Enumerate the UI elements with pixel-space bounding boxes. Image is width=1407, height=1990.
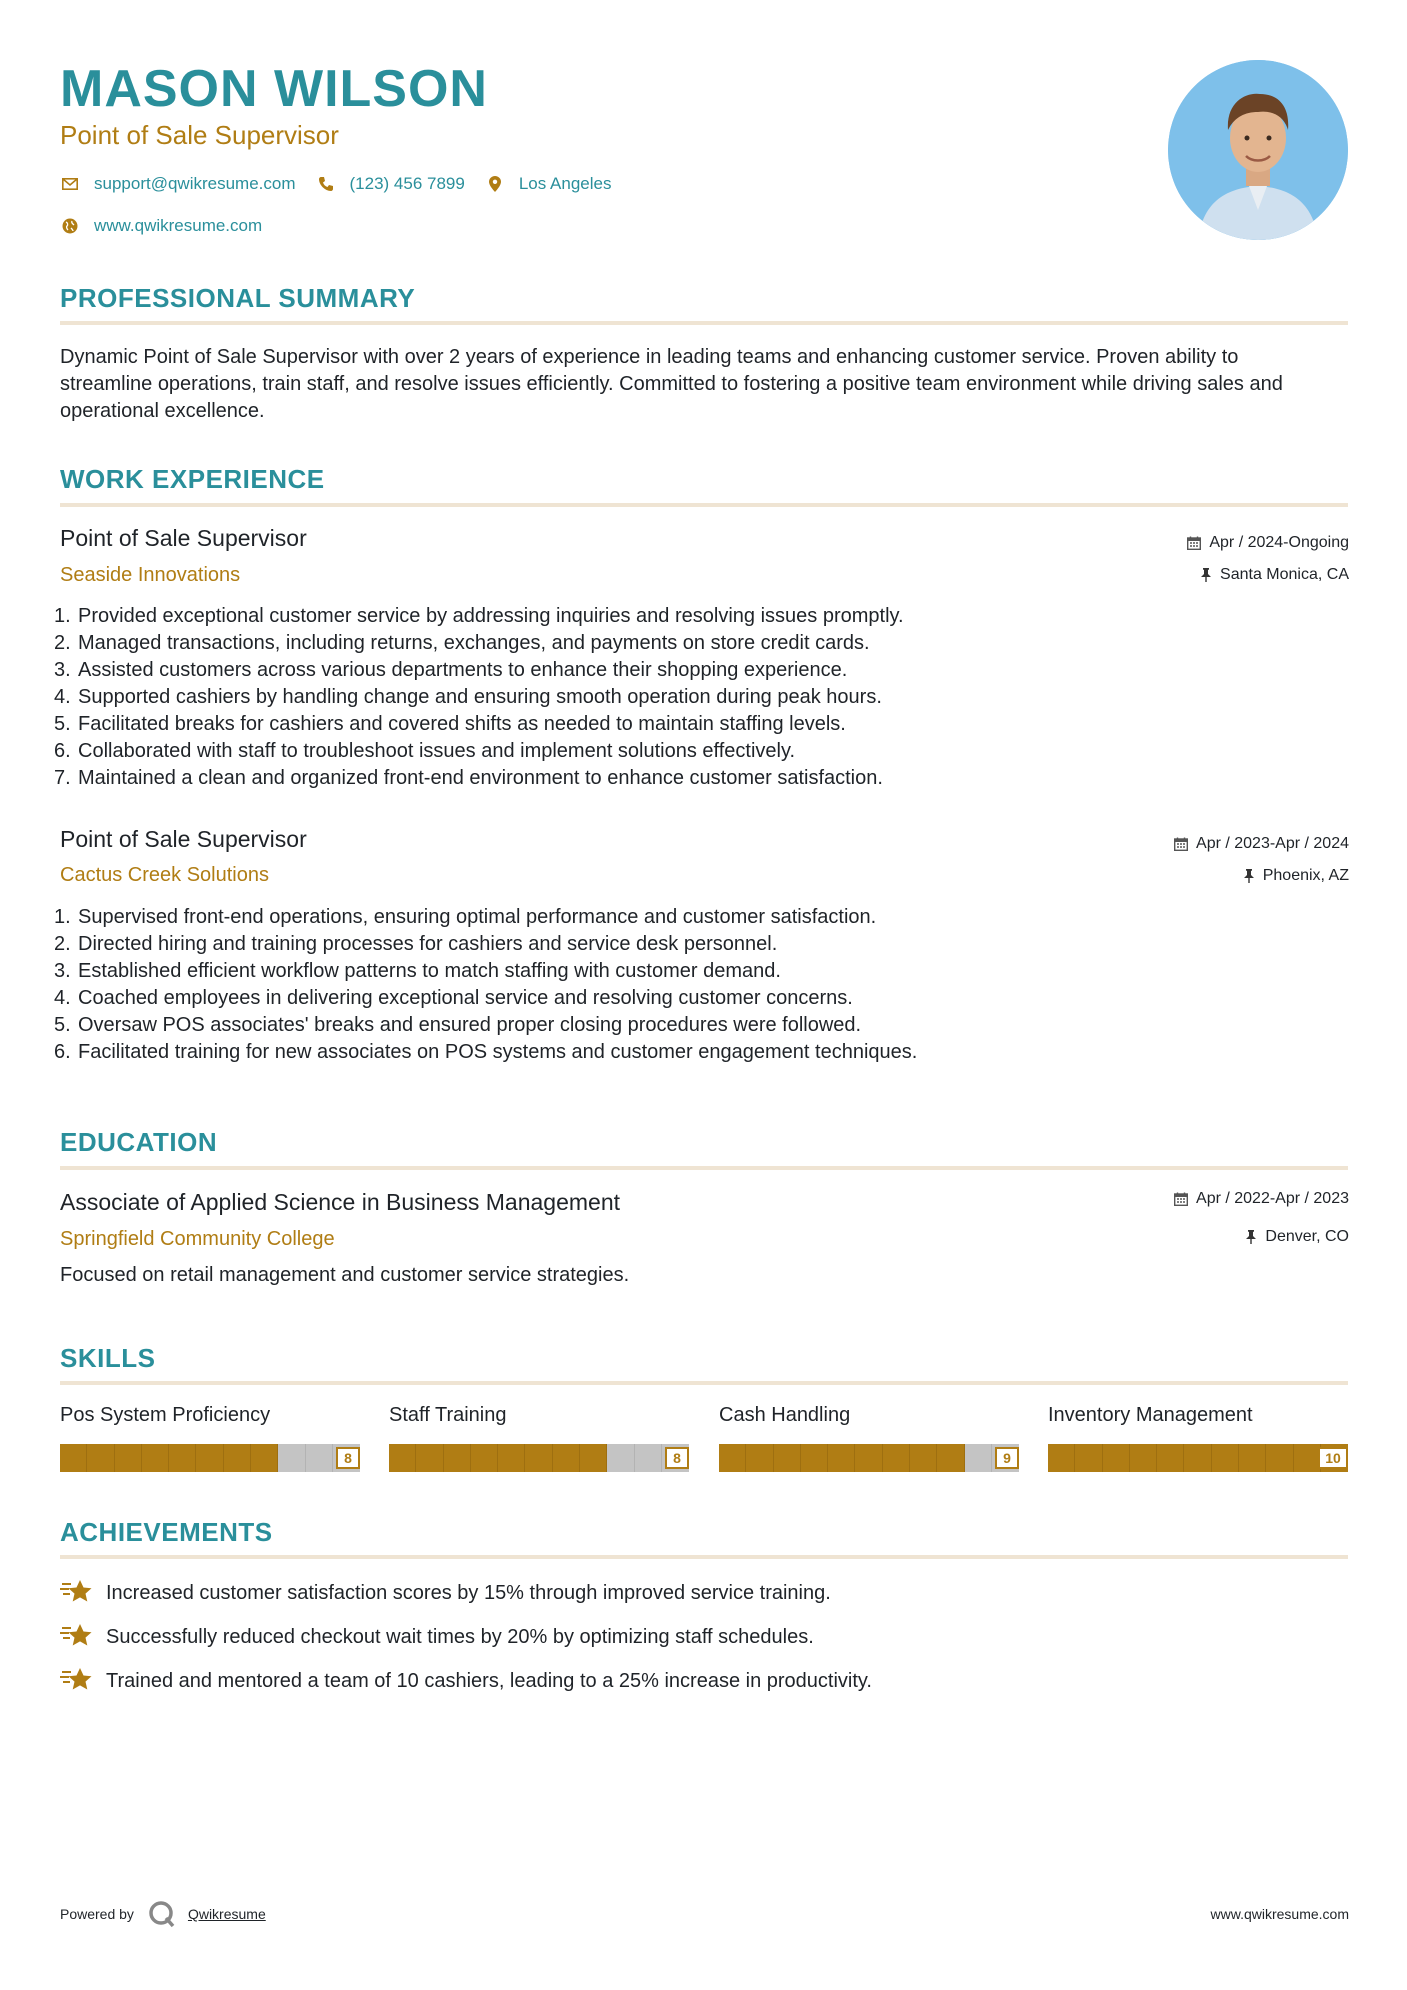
- skill-bar-segment: [1075, 1444, 1102, 1472]
- website-link[interactable]: www.qwikresume.com: [94, 216, 263, 235]
- list-item: 6. Collaborated with staff to troubleshoot issues and implement solutions effectively.: [54, 740, 796, 762]
- list-item: 4. Coached employees in delivering exceptional service and resolving customer concerns.: [54, 987, 853, 1009]
- globe-icon: [60, 216, 80, 236]
- education-location-text: Denver, CO: [1265, 1228, 1349, 1245]
- skill-bar-segment: [801, 1444, 828, 1472]
- skill-bar-segment: [965, 1444, 992, 1472]
- skill-level-bar: [60, 1444, 360, 1474]
- map-pin-icon: [485, 174, 505, 194]
- job-dates: [1174, 834, 1349, 854]
- powered-by-label: Powered by: [60, 1906, 134, 1922]
- contact-row: [60, 174, 631, 194]
- pushpin-icon: [1245, 1230, 1257, 1244]
- skill-bar-segment: [1130, 1444, 1157, 1472]
- skill-bar-segment: [635, 1444, 662, 1472]
- skill-bar-segment: [1239, 1444, 1266, 1472]
- section-divider: [60, 1381, 1348, 1385]
- list-item: 7. Maintained a clean and organized front-end environment to enhance customer satisfaction.: [54, 767, 883, 789]
- list-item: 3. Assisted customers across various departments to enhance their shopping experience.: [54, 659, 848, 681]
- phone-icon: [316, 174, 336, 194]
- degree-title: Associate of Applied Science in Business Management: [60, 1189, 620, 1215]
- skill-bar-segment: [883, 1444, 910, 1472]
- skill-bar-segment: [498, 1444, 525, 1472]
- job-title: Point of Sale Supervisor: [60, 826, 307, 852]
- education-location: [1245, 1227, 1349, 1247]
- skill-name: Inventory Management: [1048, 1404, 1253, 1426]
- section-title-summary: PROFESSIONAL SUMMARY: [60, 283, 416, 313]
- job-bullets: [54, 904, 1324, 1066]
- section-divider: [60, 1166, 1348, 1170]
- education-dates: [1174, 1189, 1349, 1209]
- job-title: Point of Sale Supervisor: [60, 525, 307, 551]
- skill-bar-segment: [580, 1444, 607, 1472]
- skill-bar-segment: [1212, 1444, 1239, 1472]
- qwikresume-logo-icon: [148, 1900, 176, 1928]
- skill-bar-segment: [719, 1444, 746, 1472]
- list-item: 5. Oversaw POS associates' breaks and ensured proper closing procedures were followed.: [54, 1014, 862, 1036]
- skill-item: [389, 1402, 689, 1466]
- section-divider: [60, 321, 1348, 325]
- skill-bar-segment: [444, 1444, 471, 1472]
- list-item: 1. Supervised front-end operations, ensuring optimal performance and customer satisfaction.: [54, 906, 877, 928]
- profile-photo: [1168, 60, 1348, 240]
- email-link[interactable]: support@qwikresume.com: [94, 174, 296, 193]
- star-icon: [60, 1622, 94, 1652]
- list-item: 4. Supported cashiers by handling change and ensuring smooth operation during peak hours.: [54, 686, 882, 708]
- footer-website[interactable]: www.qwikresume.com: [1210, 1906, 1349, 1922]
- skill-bar-segment: [224, 1444, 251, 1472]
- achievement-item: [60, 1578, 831, 1608]
- calendar-icon: [1174, 1192, 1188, 1206]
- skill-level-bar: [1048, 1444, 1348, 1474]
- job-bullets: [54, 603, 1324, 792]
- skill-bar-segment: [774, 1444, 801, 1472]
- skill-level-badge: 8: [336, 1447, 360, 1469]
- section-title-skills: SKILLS: [60, 1343, 156, 1373]
- skill-bar-segment: [471, 1444, 498, 1472]
- company-name: Cactus Creek Solutions: [60, 864, 269, 886]
- skill-bar-segment: [169, 1444, 196, 1472]
- candidate-title: Point of Sale Supervisor: [60, 120, 339, 150]
- skill-name: Cash Handling: [719, 1404, 851, 1426]
- list-item: 2. Managed transactions, including returns, exchanges, and payments on store credit cards.: [54, 632, 870, 654]
- achievement-text: Trained and mentored a team of 10 cashiers, leading to a 25% increase in productivity.: [106, 1670, 872, 1692]
- skill-item: [60, 1402, 360, 1466]
- list-item: 5. Facilitated breaks for cashiers and covered shifts as needed to maintain staffing levels.: [54, 713, 846, 735]
- job-location-text: Phoenix, AZ: [1262, 867, 1349, 884]
- skill-bar-segment: [607, 1444, 634, 1472]
- pushpin-icon: [1200, 568, 1212, 582]
- skill-level-bar: [389, 1444, 689, 1474]
- skill-bar-segment: [87, 1444, 114, 1472]
- education-description: Focused on retail management and customer service strategies.: [60, 1264, 630, 1286]
- footer-powered-by: [60, 1900, 266, 1928]
- skill-bar-segment: [389, 1444, 416, 1472]
- skill-level-badge: 8: [665, 1447, 689, 1469]
- website-row: [60, 216, 282, 236]
- school-name: Springfield Community College: [60, 1228, 335, 1250]
- achievement-text: Successfully reduced checkout wait times by 20% by optimizing staff schedules.: [106, 1626, 814, 1648]
- star-icon: [60, 1666, 94, 1696]
- education-dates-text: Apr / 2022-Apr / 2023: [1196, 1190, 1349, 1207]
- skill-item: [719, 1402, 1019, 1466]
- skill-item: [1048, 1402, 1348, 1466]
- skill-bar-segment: [115, 1444, 142, 1472]
- calendar-icon: [1174, 837, 1188, 851]
- qwikresume-link[interactable]: Qwikresume: [187, 1906, 266, 1922]
- skill-bar-segment: [306, 1444, 333, 1472]
- skill-bar-segment: [1048, 1444, 1075, 1472]
- skill-bar-segment: [251, 1444, 278, 1472]
- section-divider: [60, 1555, 1348, 1559]
- location-text: Los Angeles: [518, 174, 612, 193]
- pushpin-icon: [1243, 869, 1255, 883]
- skill-bar-segment: [196, 1444, 223, 1472]
- skill-bar-segment: [1103, 1444, 1130, 1472]
- skill-bar-segment: [553, 1444, 580, 1472]
- skill-bar-segment: [416, 1444, 443, 1472]
- summary-text: Dynamic Point of Sale Supervisor with over 2 years of experience in leading teams and enhancing customer service. Proven ability to streamline operations, train staff, and resolve issues efficiently. Committed to fostering a positive team environment while driving sales and operational excellence.: [60, 346, 1283, 422]
- skill-bar-segment: [1157, 1444, 1184, 1472]
- skill-bar-segment: [1266, 1444, 1293, 1472]
- list-item: 2. Directed hiring and training processes for cashiers and service desk personnel.: [54, 933, 778, 955]
- skill-bar-segment: [746, 1444, 773, 1472]
- calendar-icon: [1187, 536, 1201, 550]
- job-dates: [1187, 533, 1349, 553]
- company-name: Seaside Innovations: [60, 564, 241, 586]
- section-divider: [60, 503, 1348, 507]
- skill-bar-segment: [142, 1444, 169, 1472]
- skill-bar-segment: [910, 1444, 937, 1472]
- skill-level-badge: 9: [995, 1447, 1019, 1469]
- section-title-education: EDUCATION: [60, 1127, 218, 1157]
- star-icon: [60, 1578, 94, 1608]
- achievement-item: [60, 1622, 814, 1652]
- list-item: 6. Facilitated training for new associates on POS systems and customer engagement techniques.: [54, 1041, 918, 1063]
- achievement-item: [60, 1666, 872, 1696]
- skill-level-badge: 10: [1318, 1447, 1348, 1469]
- skill-name: Staff Training: [389, 1404, 507, 1426]
- section-title-experience: WORK EXPERIENCE: [60, 464, 325, 494]
- job-location: [1243, 866, 1349, 886]
- list-item: 3. Established efficient workflow patterns to match staffing with customer demand.: [54, 960, 781, 982]
- skill-bar-segment: [937, 1444, 964, 1472]
- job-dates-text: Apr / 2023-Apr / 2024: [1196, 835, 1349, 852]
- skill-bar-segment: [828, 1444, 855, 1472]
- job-dates-text: Apr / 2024-Ongoing: [1209, 534, 1349, 551]
- job-location: [1200, 565, 1349, 585]
- envelope-icon: [60, 174, 80, 194]
- candidate-name: MASON WILSON: [60, 60, 488, 118]
- phone-text[interactable]: (123) 456 7899: [349, 174, 465, 193]
- job-location-text: Santa Monica, CA: [1220, 566, 1349, 583]
- skill-bar-segment: [1184, 1444, 1211, 1472]
- skill-bar-segment: [855, 1444, 882, 1472]
- list-item: 1. Provided exceptional customer service by addressing inquiries and resolving issues promptly.: [54, 605, 904, 627]
- skill-bar-segment: [525, 1444, 552, 1472]
- skill-level-bar: [719, 1444, 1019, 1474]
- skill-bar-segment: [1294, 1444, 1321, 1472]
- section-title-achievements: ACHIEVEMENTS: [60, 1517, 273, 1547]
- skill-name: Pos System Proficiency: [60, 1404, 271, 1426]
- skill-bar-segment: [60, 1444, 87, 1472]
- skill-bar-segment: [278, 1444, 305, 1472]
- achievement-text: Increased customer satisfaction scores by 15% through improved service training.: [106, 1582, 831, 1604]
